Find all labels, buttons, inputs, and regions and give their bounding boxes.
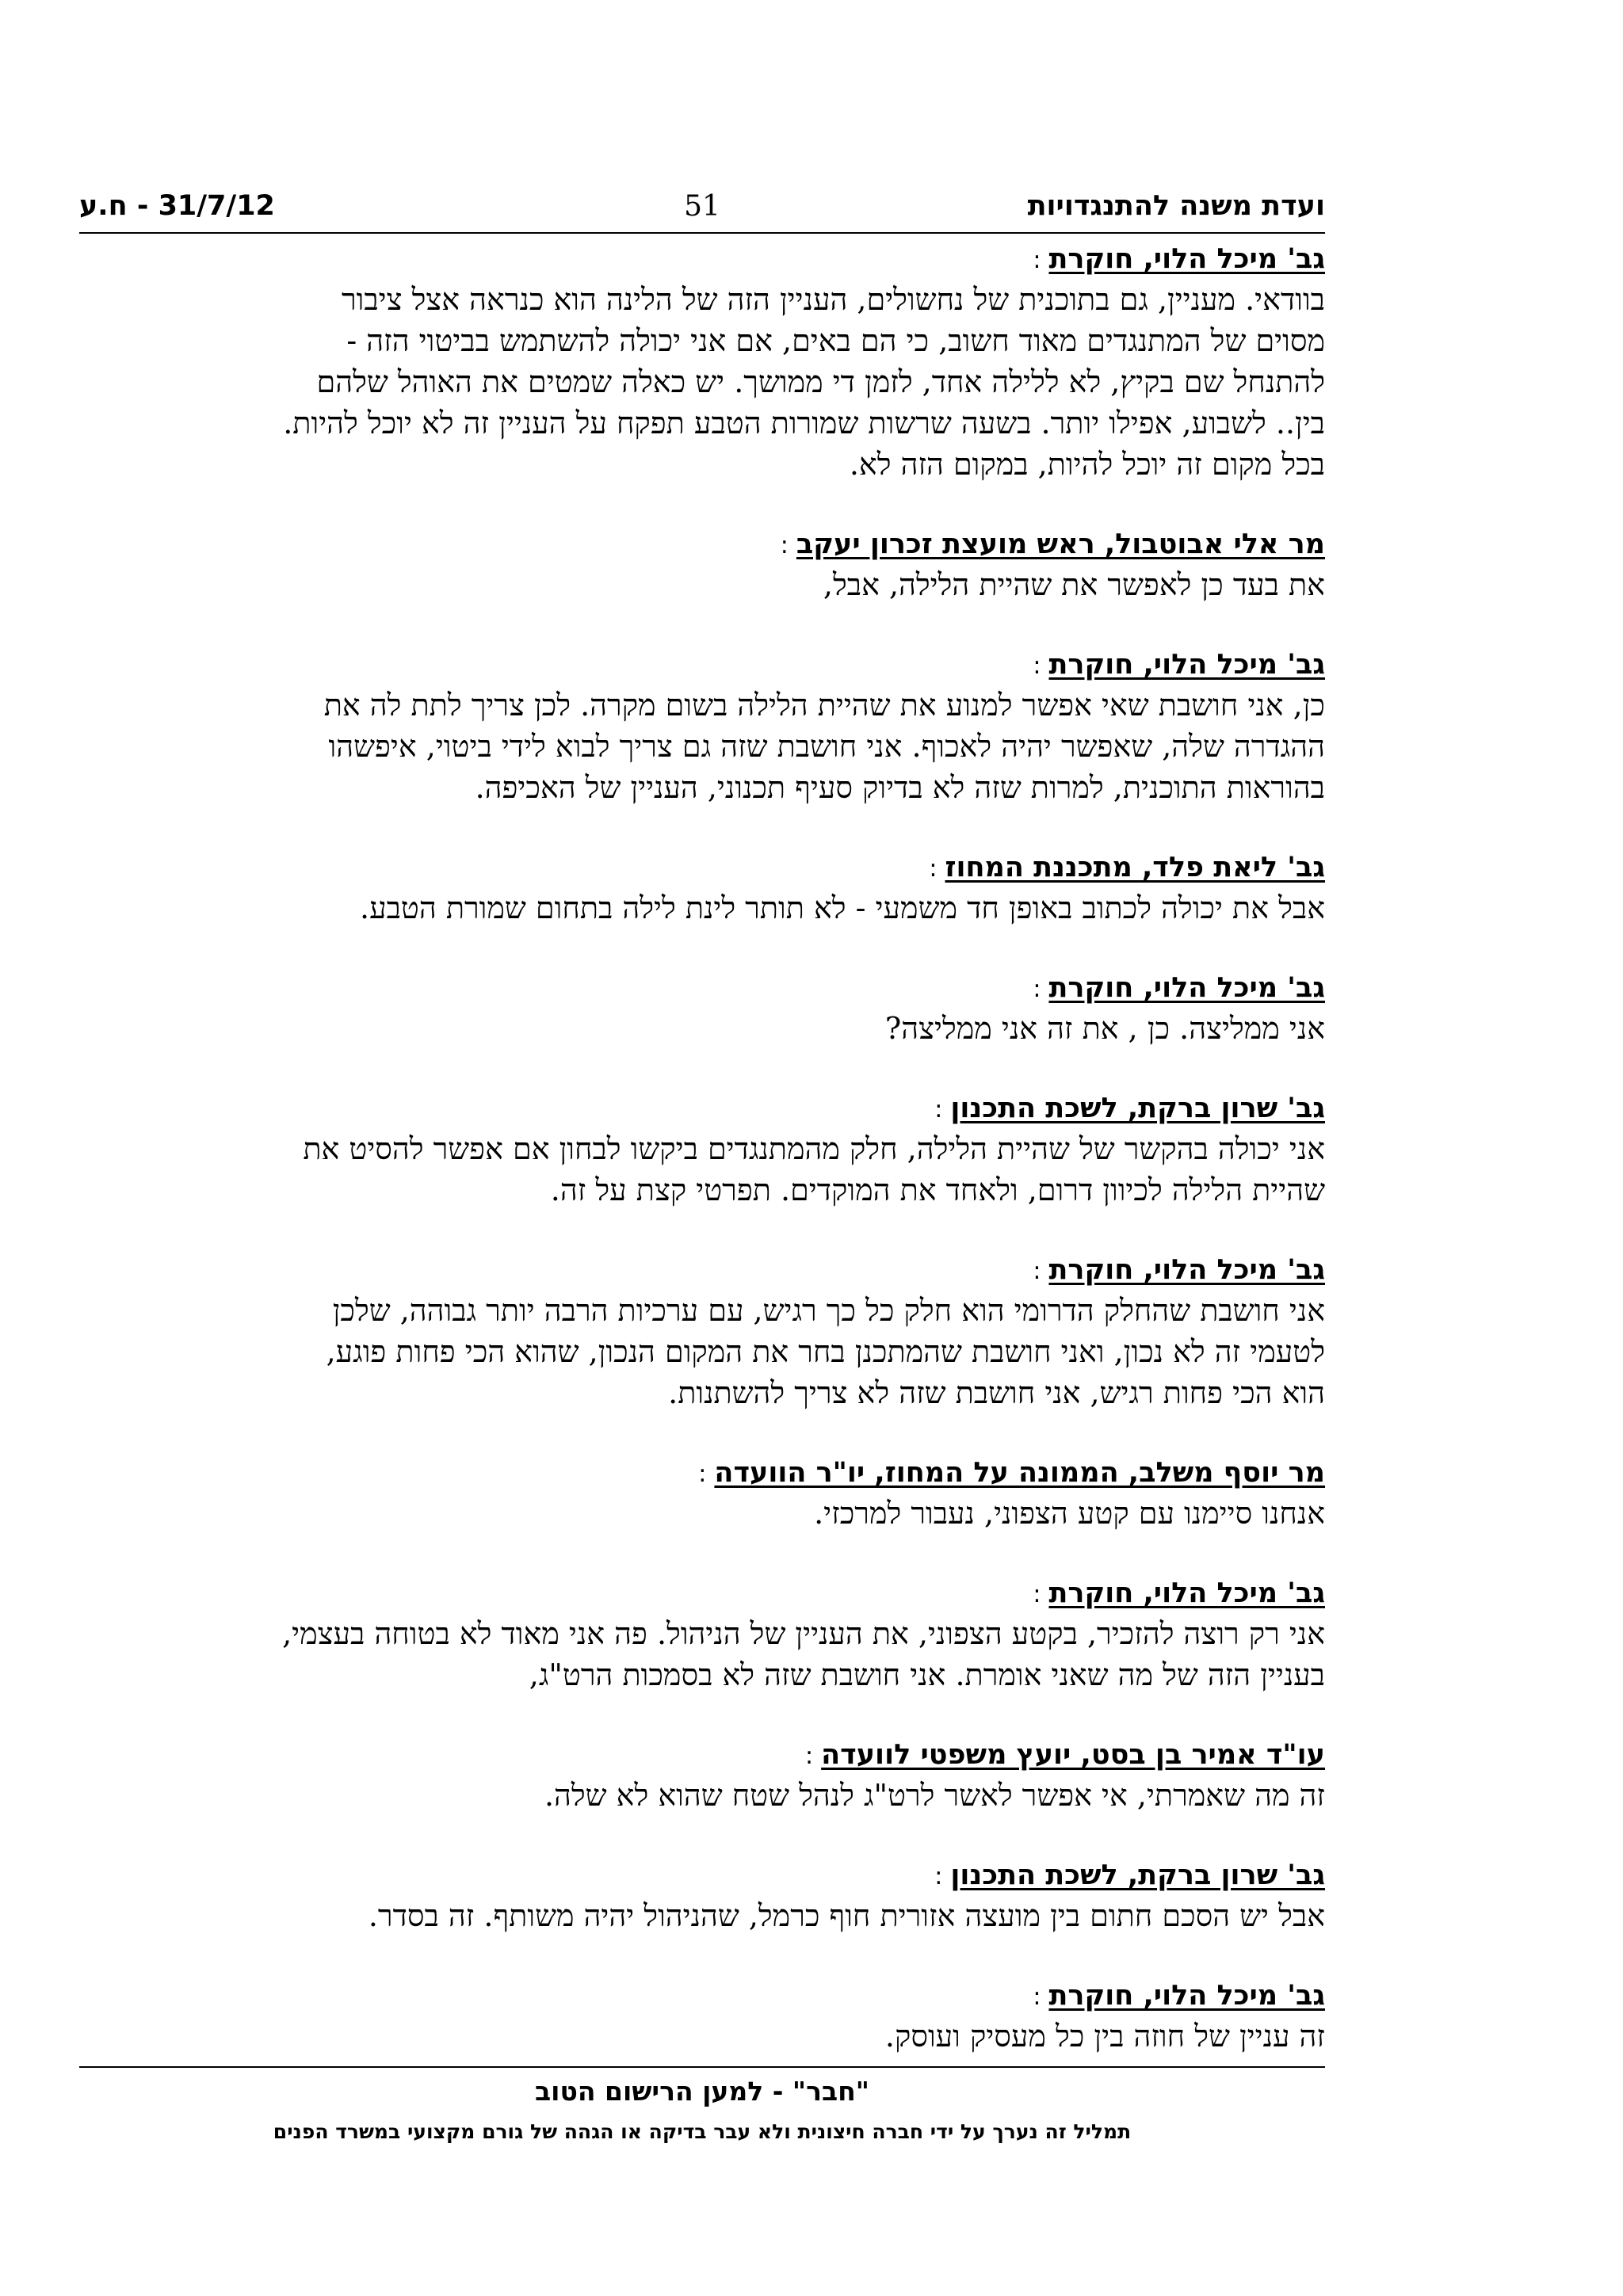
speech-line: אני ממליצה. כן , את זה אני ממליצה? <box>884 1011 1325 1046</box>
speaker-heading <box>79 1455 1325 1493</box>
speaker-heading <box>79 1090 1325 1128</box>
speaker-name: גב' ליאת פלד, מתכננת המחוז <box>945 852 1325 883</box>
transcript-section <box>79 1455 1325 1534</box>
speech-line: אבל את יכולה לכתוב באופן חד משמעי - לא תותר לינת לילה בתחום שמורת הטבע. <box>360 891 1325 925</box>
speech-text <box>79 1128 1325 1211</box>
speech-text <box>79 1775 1325 1816</box>
transcript-section <box>79 1857 1325 1936</box>
speaker-heading <box>79 1252 1325 1290</box>
speaker-colon: : <box>929 855 938 883</box>
speaker-colon: : <box>934 1096 943 1123</box>
page-header <box>79 179 1325 233</box>
footer-divider <box>79 2066 1325 2068</box>
speaker-colon: : <box>698 1460 707 1488</box>
speech-line: שהיית הלילה לכיוון דרום, ולאחד את המוקדים. תפרטי קצת על זה. <box>550 1173 1325 1207</box>
speaker-name: גב' מיכל הלוי, חוקרת <box>1048 972 1325 1004</box>
speech-text <box>79 2016 1325 2057</box>
speaker-heading <box>79 970 1325 1008</box>
speaker-colon: : <box>934 1863 943 1890</box>
transcript-section <box>79 241 1325 485</box>
speaker-heading <box>79 849 1325 887</box>
speech-line: להתנחל שם בקיץ, לא ללילה אחד, לזמן די ממושך. יש כאלה שמטים את האוהל שלהם <box>316 364 1325 399</box>
committee-name: ועדת משנה להתנגדויות <box>1027 190 1325 222</box>
speech-line: בהוראות התוכנית, למרות שזה לא בדיוק סעיף תכנוני, העניין של האכיפה. <box>475 770 1325 805</box>
speaker-colon: : <box>1033 246 1041 274</box>
speaker-heading <box>79 526 1325 564</box>
speech-text <box>79 887 1325 929</box>
speaker-name: מר אלי אבוטבול, ראש מועצת זכרון יעקב <box>796 528 1325 560</box>
speech-line: אני חושבת שהחלק הדרומי הוא חלק כל כך רגיש, עם ערכיות הרבה יותר גבוהה, שלכן <box>332 1293 1325 1328</box>
speech-text <box>79 279 1325 485</box>
speech-line: אני רק רוצה להזכיר, בקטע הצפוני, את העניין של הניהול. פה אני מאוד לא בטוחה בעצמי, <box>282 1616 1325 1651</box>
speaker-name: עו"ד אמיר בן בסט, יועץ משפטי לוועדה <box>821 1739 1325 1771</box>
speech-line: אנחנו סיימנו עם קטע הצפוני, נעבור למרכזי. <box>814 1496 1325 1531</box>
footer-disclaimer: תמליל זה נערך על ידי חברה חיצונית ולא עבר בדיקה או הגהה של גורם מקצועי במשרד הפנים <box>273 2120 1132 2143</box>
speech-text <box>79 685 1325 808</box>
page-number: 51 <box>684 190 720 223</box>
speech-line: לטעמי זה לא נכון, ואני חושבת שהמתכנן בחר את המקום הנכון, שהוא הכי פחות פוגע, <box>326 1334 1325 1369</box>
speech-text <box>79 1290 1325 1413</box>
speech-line: הוא הכי פחות רגיש, אני חושבת שזה לא צריך להשתנות. <box>668 1375 1325 1410</box>
speech-line: את בעד כן לאפשר את שהיית הלילה, אבל, <box>823 567 1325 602</box>
footer-title: "חבר" - למען הרישום הטוב <box>535 2076 869 2107</box>
speaker-heading <box>79 241 1325 279</box>
transcript-section <box>79 1737 1325 1816</box>
speech-text <box>79 1613 1325 1695</box>
transcript-section <box>79 646 1325 808</box>
speech-line: אני יכולה בהקשר של שהיית הלילה, חלק מהמתנגדים ביקשו לבחון אם אפשר להסיט את <box>303 1131 1325 1166</box>
date-code: 31/7/12 - ח.ע <box>79 190 275 222</box>
speaker-name: גב' מיכל הלוי, חוקרת <box>1048 1254 1325 1286</box>
speaker-name: גב' מיכל הלוי, חוקרת <box>1048 1980 1325 2012</box>
speaker-colon: : <box>780 532 789 559</box>
speech-line: בין.. לשבוע, אפילו יותר. בשעה שרשות שמורות הטבע תפקח על העניין זה לא יוכל להיות. <box>283 406 1325 441</box>
speaker-heading <box>79 1857 1325 1895</box>
speaker-name: גב' מיכל הלוי, חוקרת <box>1048 649 1325 681</box>
transcript-section <box>79 1575 1325 1695</box>
speaker-name: גב' שרון ברקת, לשכת התכנון <box>950 1093 1325 1124</box>
speech-text <box>79 1895 1325 1936</box>
speaker-name: גב' מיכל הלוי, חוקרת <box>1048 243 1325 275</box>
speech-line: כן, אני חושבת שאי אפשר למנוע את שהיית הלילה בשום מקרה. לכן צריך לתת לה את <box>323 688 1325 723</box>
speech-line: זה מה שאמרתי, אי אפשר לאשר לרט"ג לנהל שטח שהוא לא שלה. <box>544 1778 1325 1813</box>
speech-line: אבל יש הסכם חתום בין מועצה אזורית חוף כרמל, שהניהול יהיה משותף. זה בסדר. <box>368 1898 1325 1933</box>
speech-line: זה עניין של חוזה בין כל מעסיק ועוסק. <box>884 2019 1325 2054</box>
transcript-section <box>79 526 1325 605</box>
speech-line: מסוים של המתנגדים מאוד חשוב, כי הם באים, אם אני יכולה להשתמש בביטוי הזה - <box>346 323 1325 358</box>
speech-line: ההגדרה שלה, שאפשר יהיה לאכוף. אני חושבת שזה גם צריך לבוא לידי ביטוי, איפשהו <box>328 729 1325 764</box>
speaker-colon: : <box>1033 1581 1041 1608</box>
speaker-name: גב' מיכל הלוי, חוקרת <box>1048 1577 1325 1609</box>
transcript-section <box>79 1978 1325 2057</box>
speech-line: בוודאי. מעניין, גם בתוכנית של נחשולים, העניין הזה של הלינה הוא כנראה אצל ציבור <box>341 282 1325 317</box>
transcript-body <box>79 241 1325 2098</box>
speaker-colon: : <box>1033 975 1041 1003</box>
speech-text <box>79 1008 1325 1049</box>
speaker-heading <box>79 1575 1325 1613</box>
speaker-colon: : <box>1033 1257 1041 1285</box>
header-divider <box>79 232 1325 234</box>
transcript-section <box>79 1252 1325 1413</box>
speech-text <box>79 564 1325 605</box>
speaker-heading <box>79 1737 1325 1775</box>
speaker-name: מר יוסף משלב, הממונה על המחוז, יו"ר הוועדה <box>714 1457 1325 1489</box>
speech-line: בעניין הזה של מה שאני אומרת. אני חושבת שזה לא בסמכות הרט"ג, <box>529 1657 1325 1692</box>
transcript-section <box>79 1090 1325 1211</box>
speaker-colon: : <box>805 1742 814 1770</box>
speaker-colon: : <box>1033 1983 1041 2011</box>
speaker-heading <box>79 646 1325 685</box>
speaker-name: גב' שרון ברקת, לשכת התכנון <box>950 1859 1325 1891</box>
transcript-section <box>79 970 1325 1049</box>
speaker-heading <box>79 1978 1325 2016</box>
speaker-colon: : <box>1033 652 1041 680</box>
transcript-section <box>79 849 1325 929</box>
speech-text <box>79 1493 1325 1534</box>
speech-line: בכל מקום זה יוכל להיות, במקום הזה לא. <box>849 447 1325 482</box>
